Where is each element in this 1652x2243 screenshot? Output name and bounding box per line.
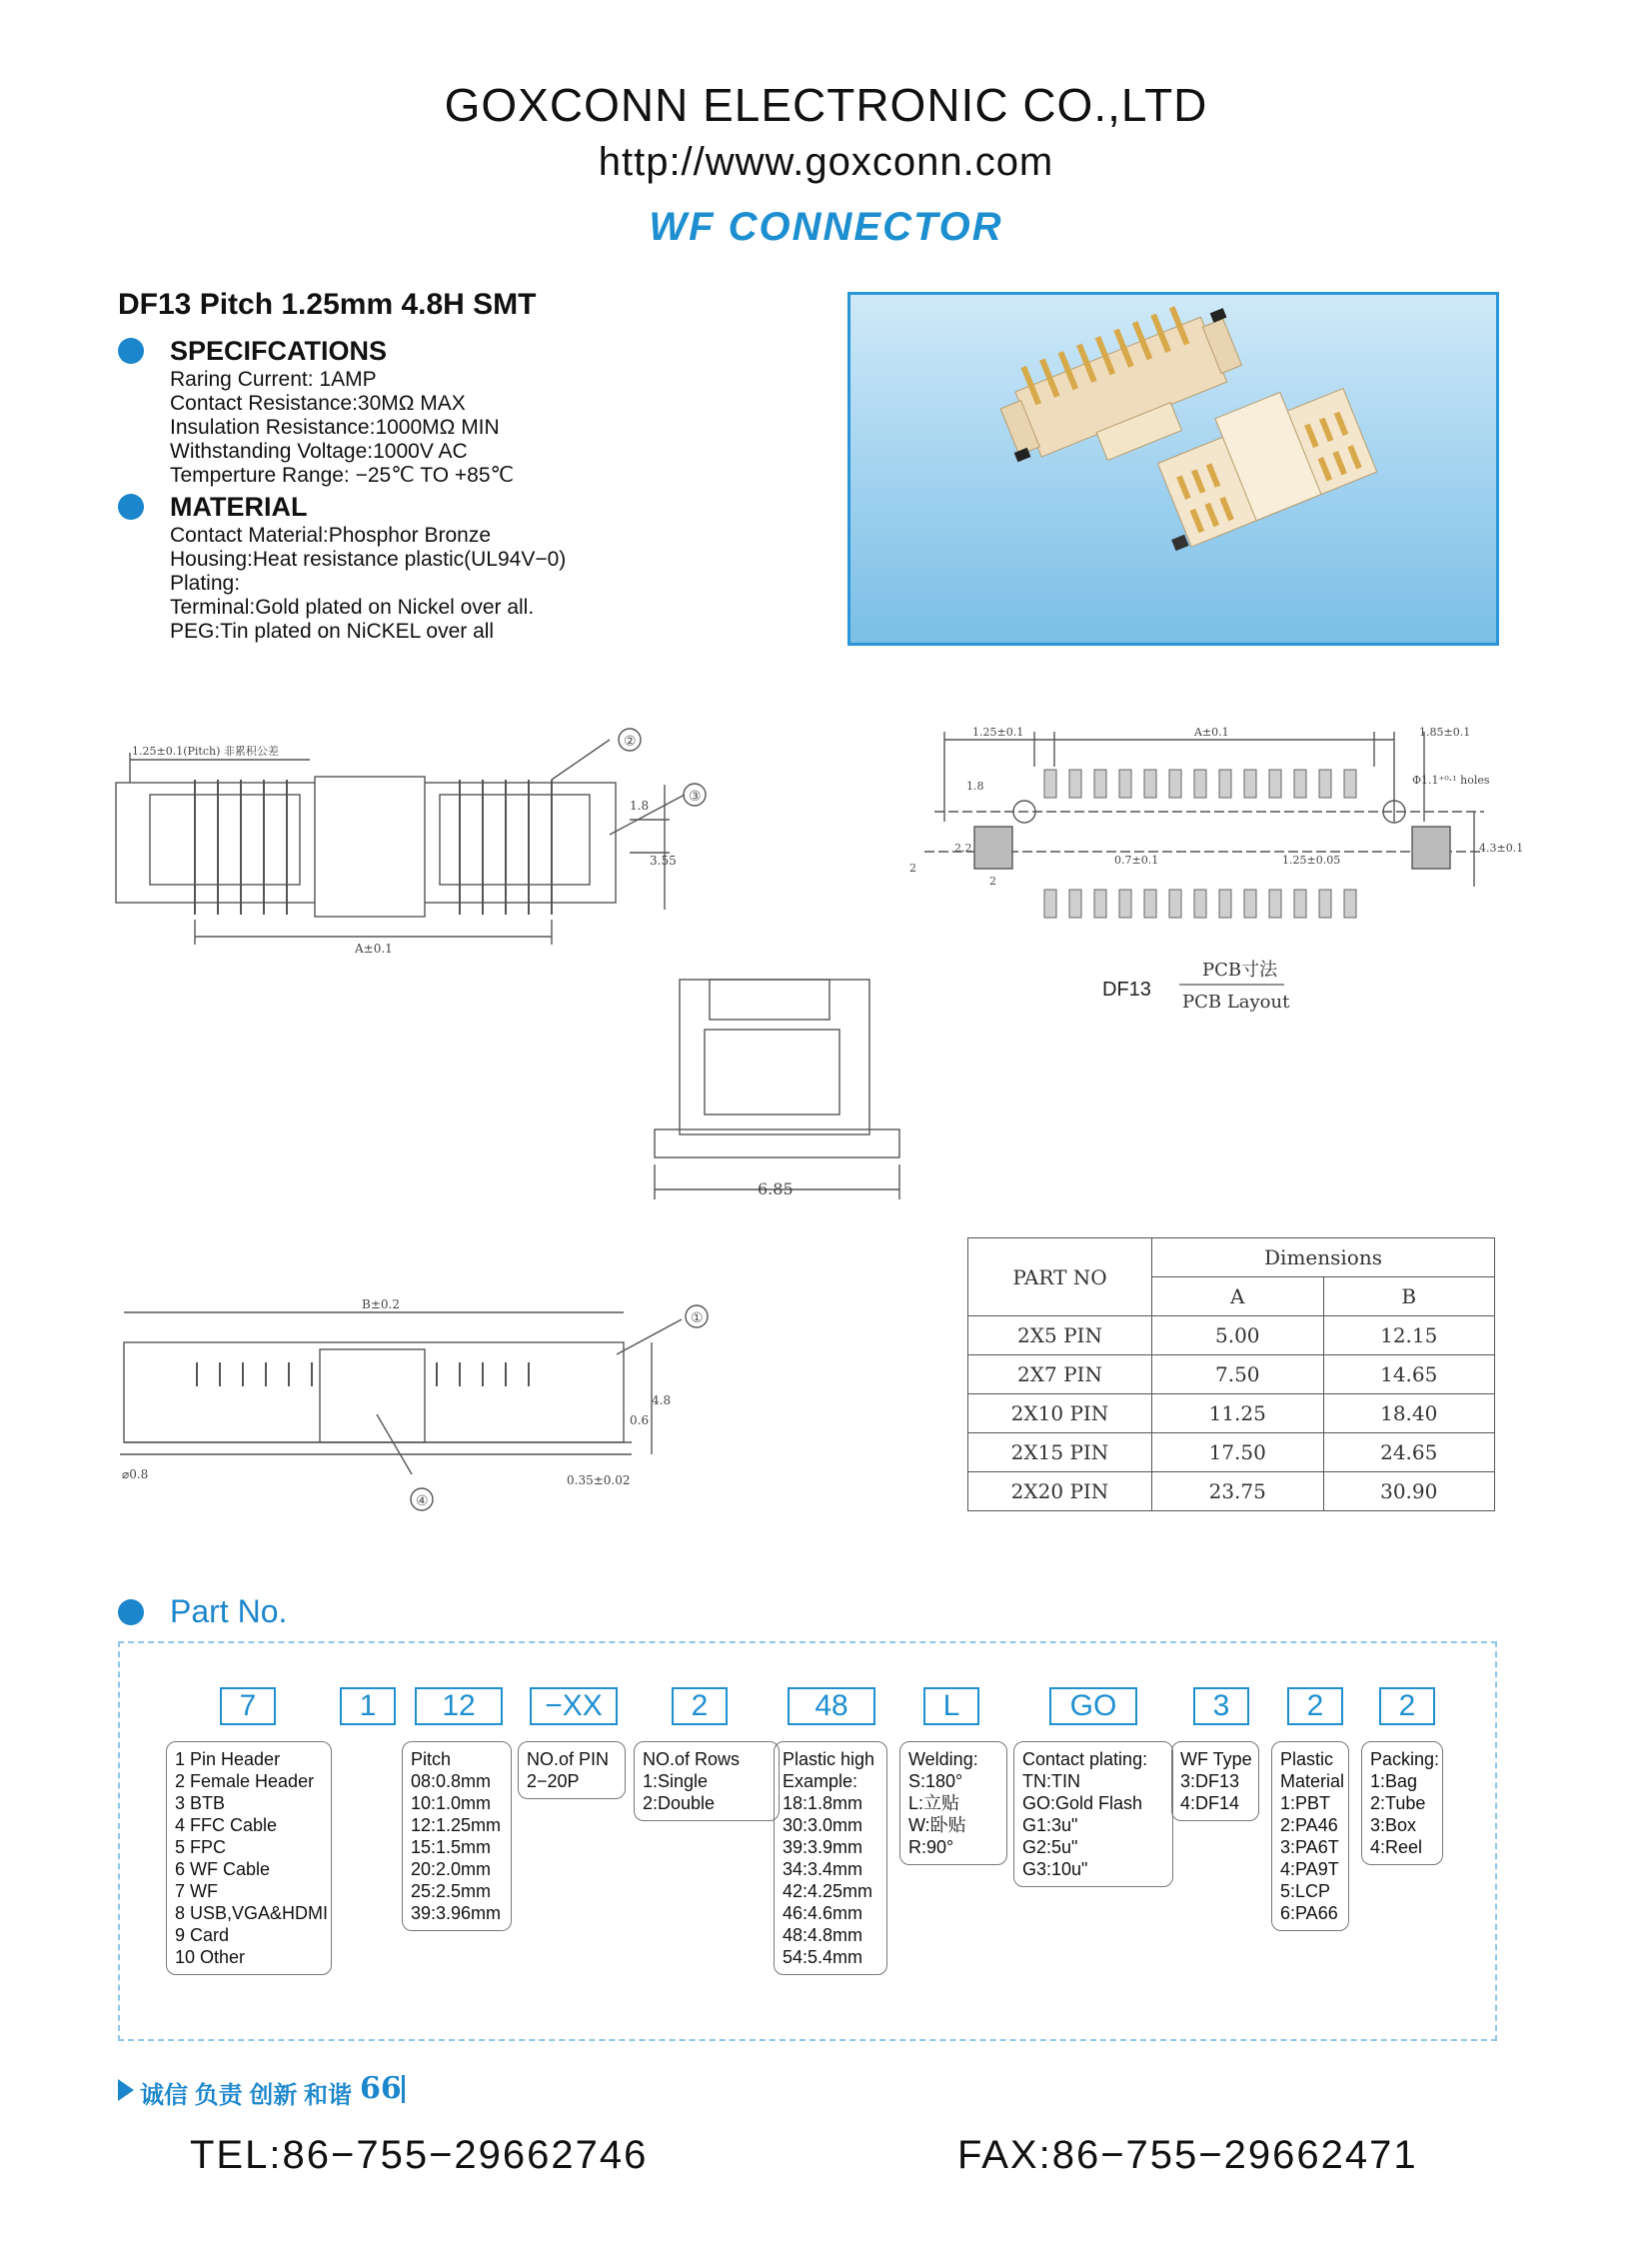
callout-1: ① [691,1309,704,1325]
cell-part: 2X7 PIN [968,1355,1152,1394]
dimensions-header: Dimensions [1152,1238,1495,1277]
legend-material: Plastic Material 1:PBT 2:PA46 3:PA6T 4:PA9T 5:LCP 6:PA66 [1271,1741,1349,1931]
cell-a: 23.75 [1152,1472,1324,1511]
code-box: 7 [220,1687,276,1725]
material-item: PEG:Tin plated on NiCKEL over all [170,620,495,643]
pcb-2b-label: 2 [989,875,996,888]
code-box: 1 [340,1687,396,1725]
company-name: GOXCONN ELECTRONIC CO.,LTD [444,79,1208,131]
cell-b: 18.40 [1323,1394,1495,1433]
slogan-arrow-icon [118,2079,134,2101]
dim-685-label: 6.85 [758,1179,794,1198]
material-item: Plating: [170,572,241,595]
spec-item: Raring Current: 1AMP [170,368,377,391]
pcb-en-label: PCB Layout [1182,992,1290,1013]
connector-illustration [850,295,1496,643]
table-row [968,1394,1495,1433]
legend-height: Plastic high Example: 18:1.8mm 30:3.0mm 39:3.9mm 34:3.4mm 42:4.25mm 46:4.6mm 48:4.8mm 54:5.4mm [774,1741,887,1975]
dimensions-table [967,1237,1495,1511]
cell-part: 2X5 PIN [968,1316,1152,1355]
cell-a: 5.00 [1152,1316,1324,1355]
cell-b: 14.65 [1323,1355,1495,1394]
dim-08-label: ⌀0.8 [122,1467,149,1481]
footer-tel: TEL:86−755−29662746 [190,2133,649,2177]
callout-2: ② [624,733,637,749]
cell-b: 30.90 [1323,1472,1495,1511]
pcb-18-label: 1.8 [966,780,984,793]
legend-product-type: 1 Pin Header 2 Female Header 3 BTB 4 FFC Cable 5 FPC 6 WF Cable 7 WF 8 USB,VGA&HDMI 9 Card 10 Other [166,1741,332,1975]
dim-355-label: 3.55 [650,854,677,868]
front-view-drawing [110,725,710,965]
cell-b: 24.65 [1323,1433,1495,1472]
legend-welding: Welding: S:180° L:立贴 W:卧贴 R:90° [899,1741,1007,1865]
code-box: 2 [1379,1687,1435,1725]
pcb-holes-label: Φ1.1⁺⁰·¹ holes [1412,774,1490,787]
pitch-label: 1.25±0.1(Pitch) 非累积公差 [132,745,279,758]
code-box: −XX [530,1687,618,1725]
pcb-125-label: 1.25±0.1 [972,726,1024,739]
legend-pin-count: NO.of PIN 2−20P [518,1741,626,1799]
pcb-125b-label: 1.25±0.05 [1282,854,1341,867]
dim-035-label: 0.35±0.02 [567,1473,631,1487]
callout-4: ④ [416,1492,429,1508]
spec-item: Contact Resistance:30MΩ MAX [170,392,466,415]
legend-packing: Packing: 1:Bag 2:Tube 3:Box 4:Reel [1361,1741,1443,1865]
spec-item: Temperture Range: −25℃ TO +85℃ [170,464,515,487]
cell-a: 11.25 [1152,1394,1324,1433]
material-item: Contact Material:Phosphor Bronze [170,524,491,547]
cell-b: 12.15 [1323,1316,1495,1355]
partno-heading: Part No. [170,1593,288,1629]
pcb-a-label: A±0.1 [1194,726,1229,739]
dim-48-label: 4.8 [652,1393,672,1407]
col-a-header: A [1152,1277,1324,1316]
table-row [968,1355,1495,1394]
material-item: Housing:Heat resistance plastic(UL94V−0) [170,548,567,571]
table-row [968,1472,1495,1511]
pcb-185-label: 1.85±0.1 [1419,726,1471,739]
part-no-header: PART NO [968,1238,1152,1316]
material-heading: MATERIAL [170,492,308,522]
material-bullet-icon [118,494,144,520]
code-box: 2 [672,1687,728,1725]
legend-rows: NO.of Rows 1:Single 2:Double [634,1741,780,1821]
pcb-07-label: 0.7±0.1 [1114,854,1159,867]
spec-bullet-icon [118,338,144,364]
legend-plating: Contact plating: TN:TIN GO:Gold Flash G1:3u" G2:5u" G3:10u" [1013,1741,1173,1887]
legend-wf-type: WF Type 3:DF13 4:DF14 [1171,1741,1259,1821]
dim-a-label: A±0.1 [355,942,393,956]
code-box: 3 [1193,1687,1249,1725]
code-box: 2 [1287,1687,1343,1725]
spec-item: Insulation Resistance:1000MΩ MIN [170,416,500,439]
model-label: DF13 [1102,979,1151,1001]
pcb-2-label: 2 [909,862,916,875]
legend-pitch: Pitch 08:0.8mm 10:1.0mm 12:1.25mm 15:1.5mm 20:2.0mm 25:2.5mm 39:3.96mm [402,1741,512,1931]
dim-06-label: 0.6 [630,1413,650,1427]
product-title: DF13 Pitch 1.25mm 4.8H SMT [118,288,537,321]
cell-part: 2X20 PIN [968,1472,1152,1511]
code-box: L [923,1687,979,1725]
page-divider [402,2075,405,2103]
cell-a: 17.50 [1152,1433,1324,1472]
table-row [968,1316,1495,1355]
side-long-drawing [112,1294,712,1508]
partno-bullet-icon [118,1599,144,1625]
cell-part: 2X10 PIN [968,1394,1152,1433]
pcb-43-label: 4.3±0.1 [1479,842,1524,855]
code-box: 48 [788,1687,875,1725]
code-box: 12 [415,1687,503,1725]
pcb-22-label: 2.2 [954,842,972,855]
series-title: WF CONNECTOR [649,205,1003,249]
material-list [170,524,566,644]
footer-fax: FAX:86−755−29662471 [957,2133,1418,2177]
pcb-cn-label: PCB寸法 [1202,960,1278,981]
product-photo [847,292,1499,646]
cell-part: 2X15 PIN [968,1433,1152,1472]
cell-a: 7.50 [1152,1355,1324,1394]
company-website[interactable]: http://www.goxconn.com [598,140,1054,184]
slogan: 诚信 负责 创新 和谐 [140,2082,353,2109]
material-item: Terminal:Gold plated on Nickel over all. [170,596,535,619]
col-b-header: B [1323,1277,1495,1316]
side-view-drawing [650,975,909,1204]
spec-item: Withstanding Voltage:1000V AC [170,440,468,463]
spec-list [170,368,514,488]
pcb-layout-drawing [904,722,1524,1022]
table-row [968,1433,1495,1472]
dim-b-label: B±0.2 [362,1297,400,1311]
dim-18-label: 1.8 [630,799,650,813]
code-box: GO [1049,1687,1137,1725]
callout-3: ③ [689,788,702,804]
page-number: 66 [360,2071,402,2106]
spec-heading: SPECIFCATIONS [170,336,388,366]
